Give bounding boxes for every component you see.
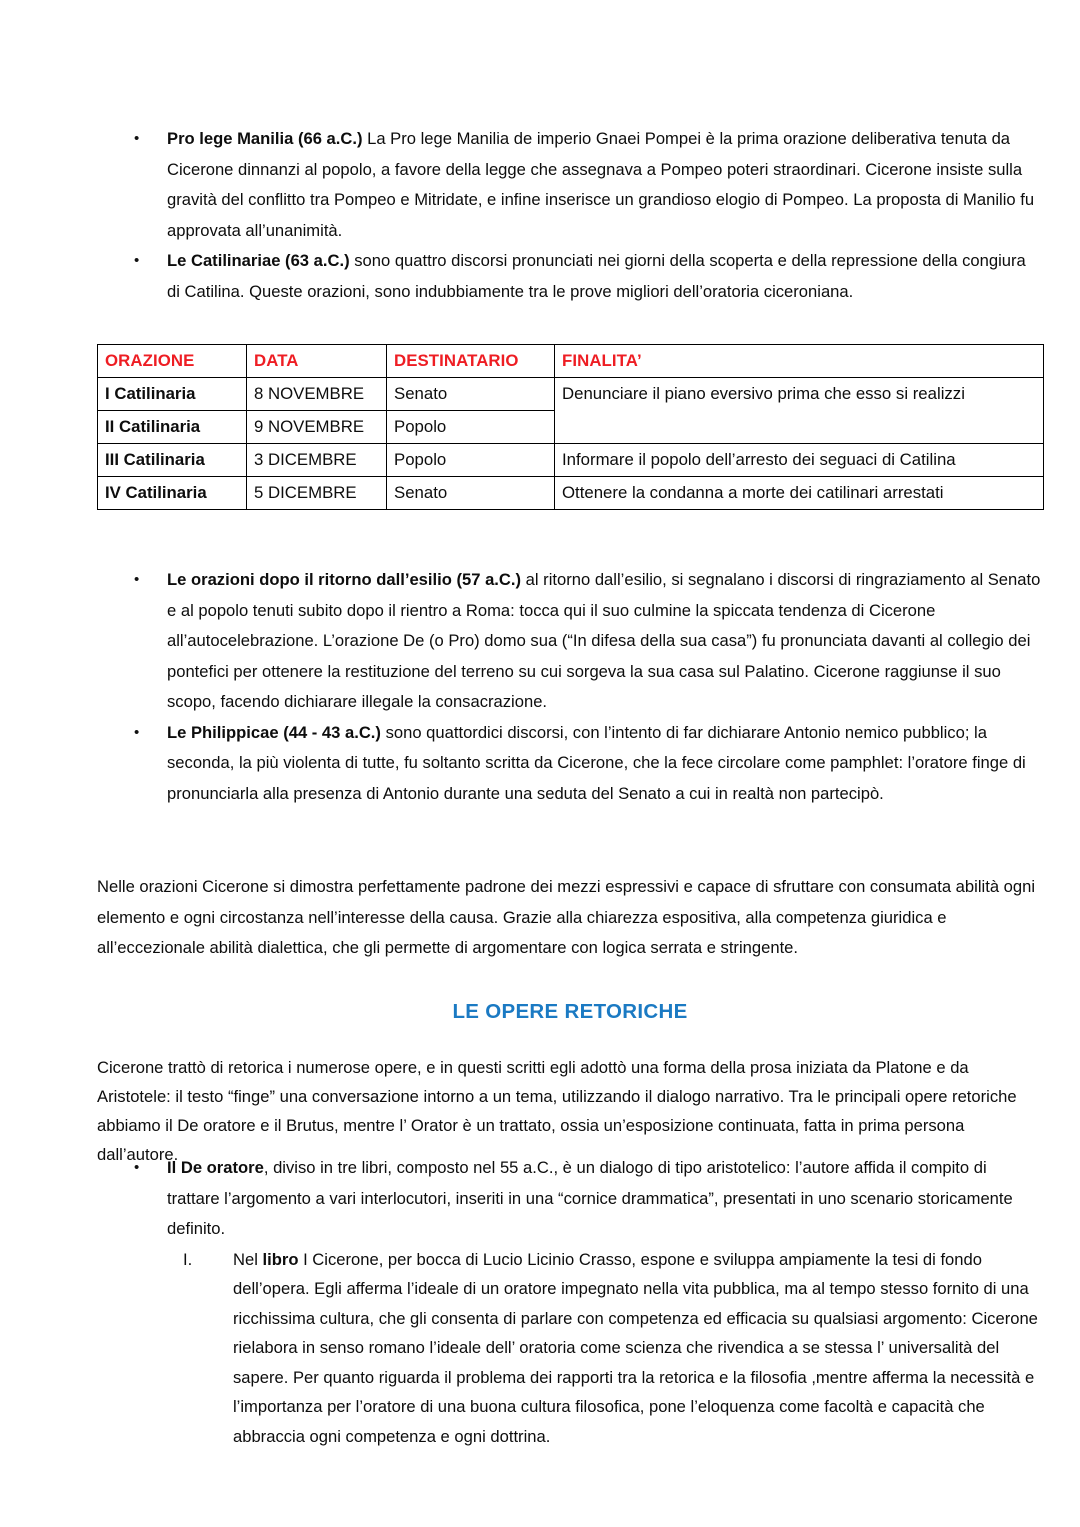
cell-orazione: II Catilinaria [98,411,247,444]
bullet-icon [134,718,144,749]
cell-finalita: Ottenere la condanna a morte dei catilinari arrestati [555,477,1044,510]
de-oratore-block [97,1153,1043,1451]
sub-item-bold: libro [262,1249,299,1269]
cell-finalita: Informare il popolo dell’arresto dei seguaci di Catilina [555,444,1044,477]
bullet-icon [134,124,144,155]
cell-destinatario: Popolo [387,411,555,444]
page-title: LE OPERE RETORICHE [452,1000,688,1023]
list-item-lead: Le Catilinariae (63 a.C.) [167,251,350,270]
list-item-body: sono quattordici discorsi, con l’intento di far dichiarare Antonio nemico pubblico; la seconda, la più violenta di tutte, fu soltanto scritta da Cicerone, che la fece circolare come pamphlet: l’oratore finge di pronunciarla alla presenza di Antonio durante una seduta del Senato a cui in realtà non partecipò. [167,722,1026,803]
cell-orazione: IV Catilinaria [98,477,247,510]
list-item-lead: Le orazioni dopo il ritorno dall’esilio (57 a.C.) [167,570,522,589]
orations-list-2-block [97,565,1043,809]
cell-data: 3 DICEMBRE [247,444,387,477]
cell-destinatario: Senato [387,477,555,510]
list-item [97,246,1043,307]
table-row [98,378,1044,411]
list-item [97,565,1043,718]
bullet-icon [134,246,144,277]
de-oratore-lead-title: De oratore [180,1158,264,1177]
cell-data: 9 NOVEMBRE [247,411,387,444]
orations-list [97,124,1043,307]
table-row [98,444,1044,477]
cell-orazione: III Catilinaria [98,444,247,477]
cell-data: 5 DICEMBRE [247,477,387,510]
cell-orazione: I Catilinaria [98,378,247,411]
de-oratore-list [97,1153,1043,1245]
column-header-orazione: ORAZIONE [98,345,247,378]
bullet-icon [134,1153,144,1182]
closing-paragraph-block [97,872,1043,964]
list-item [97,718,1043,810]
column-header-data: DATA [247,345,387,378]
column-header-finalita: FINALITA’ [555,345,1044,378]
cell-data: 8 NOVEMBRE [247,378,387,411]
cell-finalita: Denunciare il piano eversivo prima che esso si realizzi [555,378,1044,444]
cell-destinatario: Senato [387,378,555,411]
roman-numeral-marker: I. [183,1249,193,1269]
list-item-body: sono quattro discorsi pronunciati nei giorni della scoperta e della repressione della congiura di Catilina. Queste orazioni, sono indubbiamente tra le prove migliori dell’oratoria ciceroniana. [167,251,1026,301]
sub-item-body: I Cicerone, per bocca di Lucio Licinio Crasso, espone e sviluppa ampiamente la tesi di fondo dell’opera. Egli afferma l’ideale di un oratore impegnato nella vita pubblica, ma al tempo stesso fornito di una ricchissima cultura, che gli consenta di parlare con competenza ed efficacia su qualsiasi argomento: Cicerone rielabora in senso romano l’ideale dell’ oratoria come scienza che rivendica a se stessa l’ universalità del sapere. Per quanto riguarda il problema dei rapporti tra la retorica e la filosofia ,mentre afferma la necessità e l’importanza per l’oratore di una buona cultura filosofica, pone l’eloquenza come facoltà e capacità che abbraccia ogni competenza e ogni dottrina. [233,1249,1038,1446]
bullet-icon [134,565,144,596]
list-item-lead: Pro lege Manilia (66 a.C.) [167,129,363,148]
orations-list-block [97,124,1043,307]
orations-list-2 [97,565,1043,809]
list-item-body: La Pro lege Manilia de imperio Gnaei Pompei è la prima orazione deliberativa tenuta da Cicerone dinnanzi al popolo, a favore della legge che assegnava a Pompeo poteri straordinari. Cicerone insiste sulla gravità del conflitto tra Pompeo e Mitridate, e infine inserisce un grandioso elogio di Pompeo. La proposta di Manilio fu approvata all’unanimità. [167,129,1035,240]
de-oratore-lead-prefix: Il [167,1158,181,1177]
column-header-destinatario: DESTINATARIO [387,345,555,378]
cell-destinatario: Popolo [387,444,555,477]
table-header-row [98,345,1044,378]
section-intro-paragraph: Cicerone trattò di retorica i numerose opere, e in questi scritti egli adottò una forma della prosa iniziata da Platone e da Aristotele: il testo “finge” una conversazione intorno a un tema, utilizzando il dialogo narrativo. Tra le principali opere retoriche abbiamo il De oratore e il Brutus, mentre l’ Orator è un trattato, ossia un’esposizione continuata, fatta in prima persona dall’autore. [97,1058,1017,1164]
section-intro-block [97,1053,1043,1169]
list-item [97,1153,1043,1245]
list-item [97,124,1043,246]
de-oratore-sublist [97,1245,1043,1452]
catilinarie-table-block [97,344,1043,510]
table-row [98,477,1044,510]
list-item [97,1245,1043,1452]
list-item-body: al ritorno dall’esilio, si segnalano i discorsi di ringraziamento al Senato e al popolo tenuti subito dopo il rientro a Roma: tocca qui il suo culmine la spiccata tendenza di Cicerone all’autocelebrazione. L’orazione De (o Pro) domo sua (“In difesa della sua casa”) fu pronunciata davanti al collegio dei pontefici per ottenere la restituzione del terreno su cui sorgeva la sua casa sul Palatino. Cicerone raggiunse il suo scopo, facendo dichiarare illegale la consacrazione. [167,570,1041,711]
closing-paragraph: Nelle orazioni Cicerone si dimostra perfettamente padrone dei mezzi espressivi e capace di sfruttare con consumata abilità ogni elemento e ogni circostanza nell’interesse della causa. Grazie alla chiarezza espositiva, alla competenza giuridica e all’eccezionale abilità dialettica, che gli permette di argomentare con logica serrata e stringente. [97,877,1036,957]
catilinarie-table [97,344,1044,510]
sub-item-prefix: Nel [233,1249,263,1269]
list-item-lead: Le Philippicae (44 - 43 a.C.) [167,722,381,742]
section-heading-block [97,1000,1043,1024]
de-oratore-body: , diviso in tre libri, composto nel 55 a.C., è un dialogo di tipo aristotelico: l’autore affida il compito di trattare l’argomento a vari interlocutori, inseriti in una “cornice drammatica”, presentati in uno scenario storicamente definito. [167,1158,1013,1238]
